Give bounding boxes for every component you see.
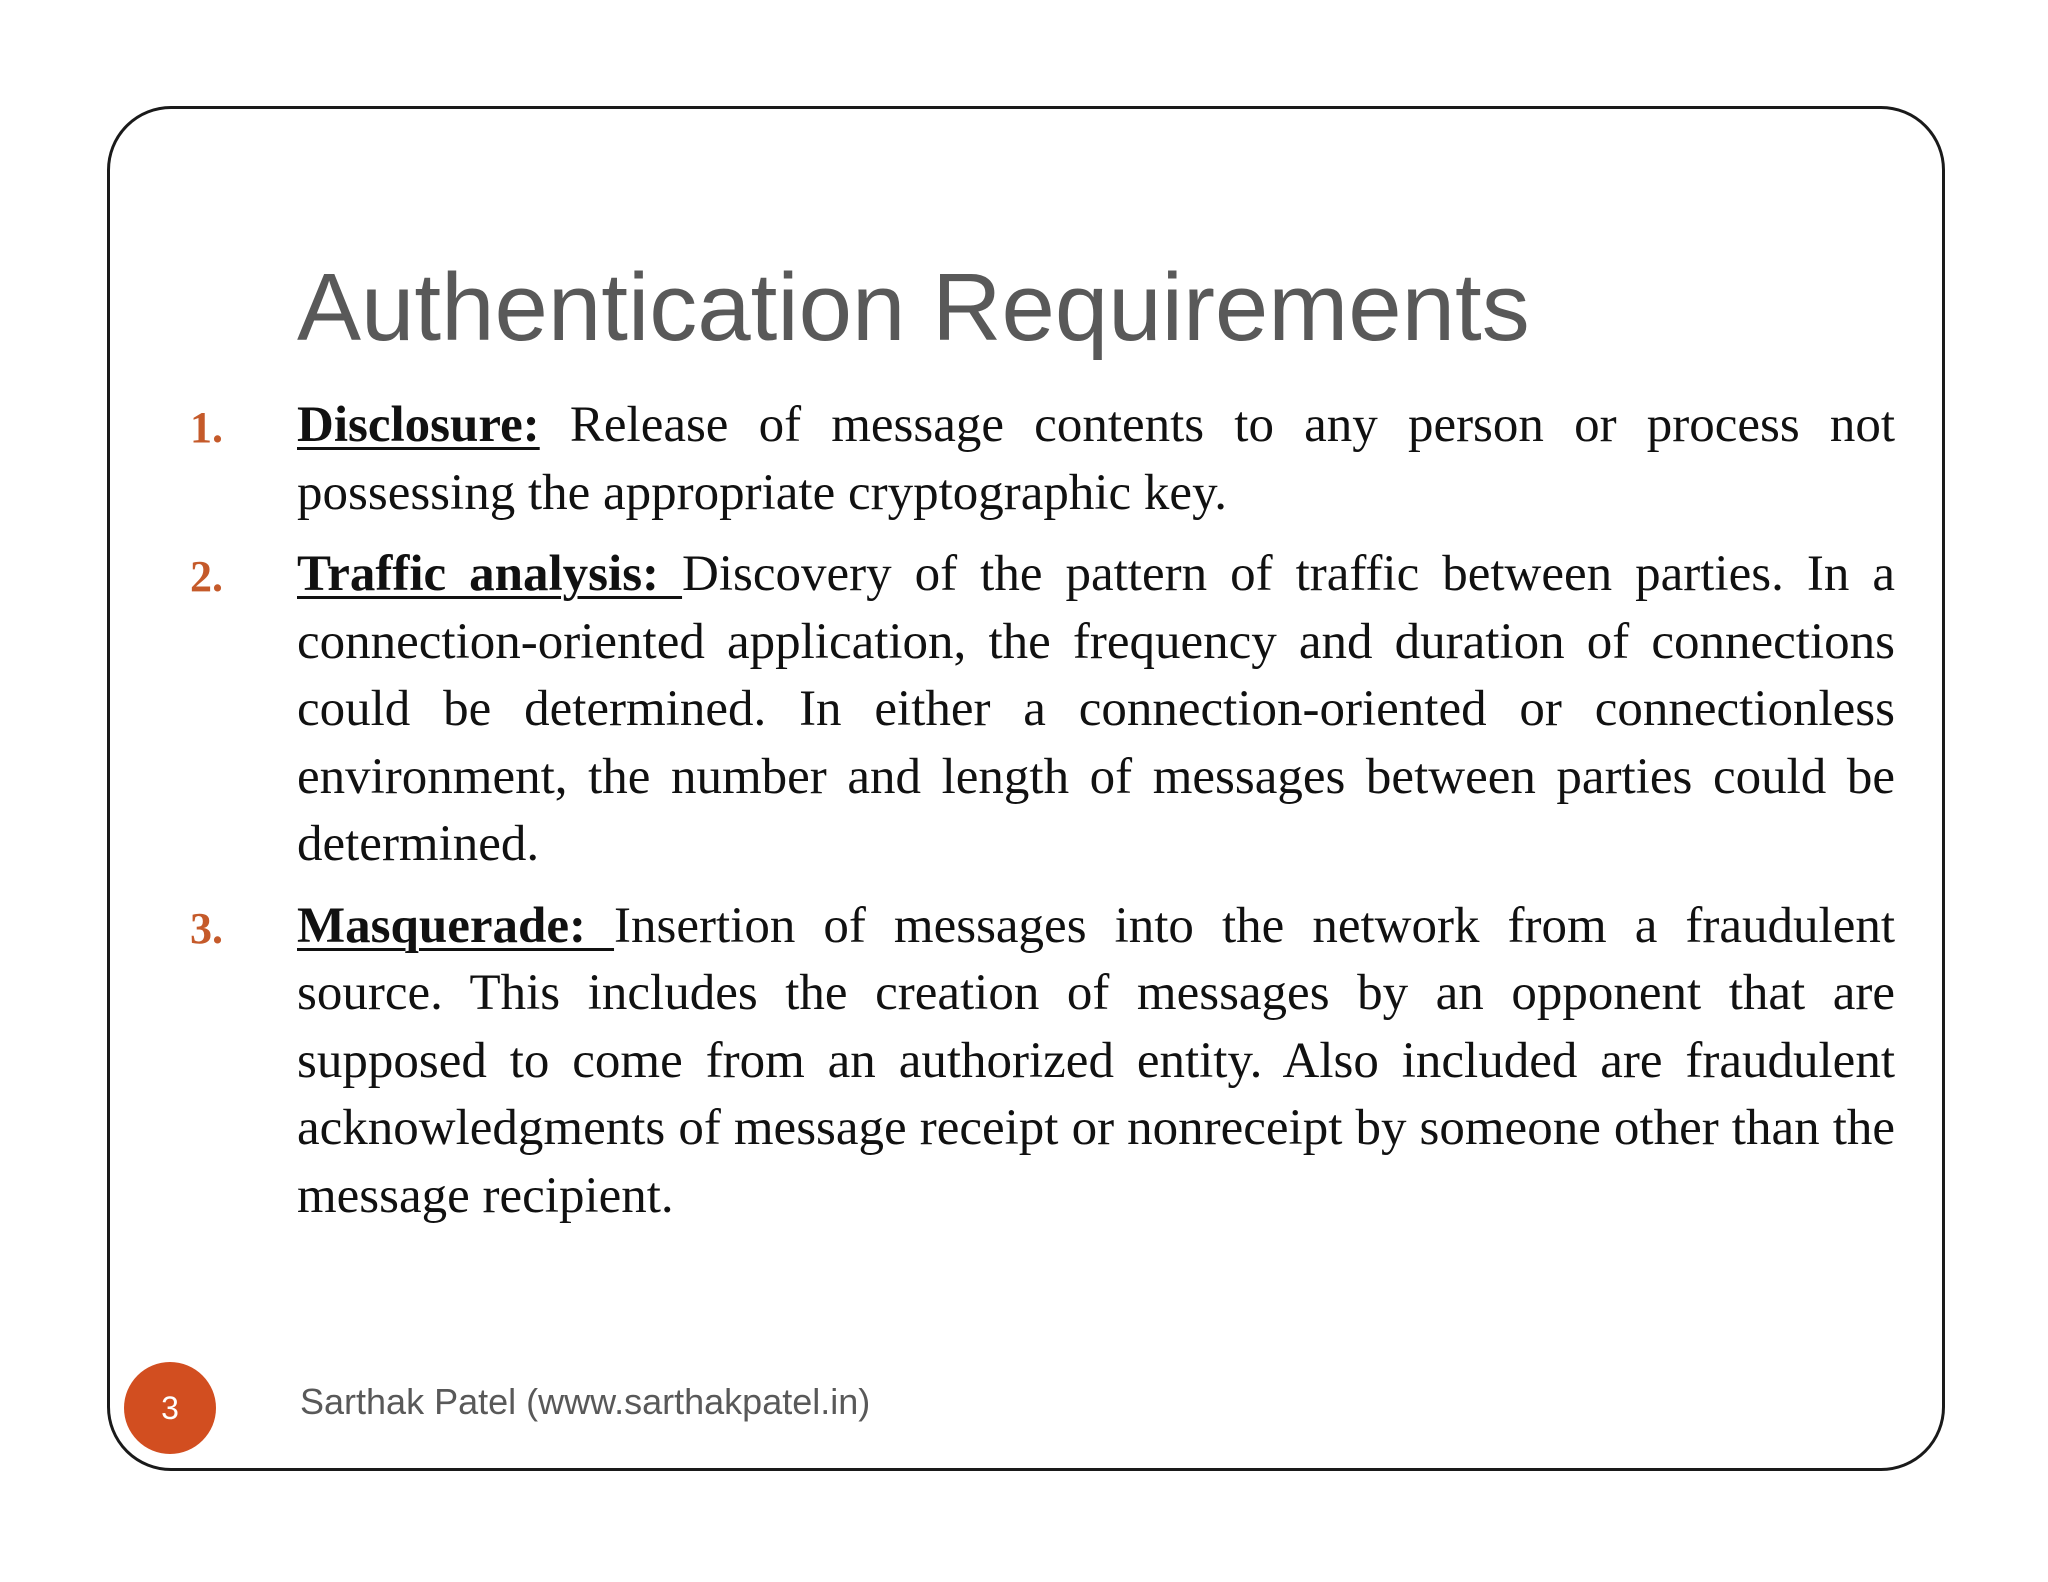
item-text-block (297, 541, 1895, 879)
list-item (0, 541, 2048, 879)
item-description: Insertion of messages into the network from a fraudulent source. This includes the creation of messages by an opponent that are supposed to come from an authorized entity. Also included are fraudulent acknowledgments of message receipt or nonreceipt by someone other than the message recipient. (297, 897, 1895, 1224)
item-number: 2. (190, 552, 223, 601)
item-term: Traffic analysis: (297, 546, 683, 602)
item-text-block (297, 893, 1895, 1231)
item-text-block (297, 392, 1895, 527)
item-term: Masquerade: (297, 897, 615, 954)
item-description: Discovery of the pattern of traffic between parties. In a connection-oriented application, the frequency and duration of connections could be determined. In either a connection-oriented or connectionless environment, the number and length of messages between parties could be determined. (297, 546, 1895, 872)
item-number: 1. (190, 403, 223, 452)
requirements-list (0, 392, 2048, 1244)
list-item (0, 392, 2048, 527)
item-description: Release of message contents to any person or process not possessing the appropriate cryptographic key. (297, 397, 1895, 521)
item-number: 3. (190, 903, 223, 953)
footer-credit: Sarthak Patel (www.sarthakpatel.in) (300, 1381, 871, 1422)
list-item (0, 893, 2048, 1231)
page-number-badge: 3 (124, 1362, 216, 1454)
item-term: Disclosure: (297, 397, 540, 453)
slide-title: Authentication Requirements (297, 254, 1530, 361)
